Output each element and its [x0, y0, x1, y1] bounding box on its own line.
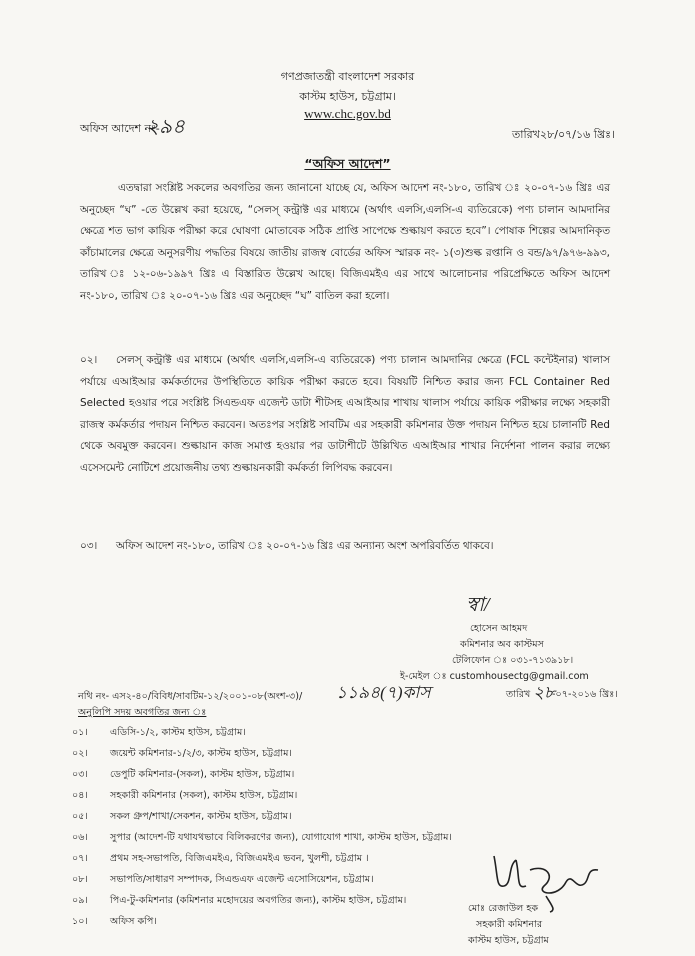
file-number: নথি নং- এস২-৪০/বিবিধ/সাবটিম-১২/২০০১-০৮(অংশ-৩)/	[78, 691, 303, 702]
paragraph-3	[80, 539, 494, 556]
paragraph-3-number: ০৩।	[80, 540, 98, 552]
file-date-rest: -০৭-২০১৬ খ্রিঃ।	[552, 689, 618, 700]
assistant-commissioner-name: মোঃ রেজাউল হক	[468, 903, 539, 914]
commissioner-name: হোসেন আহমদ	[470, 623, 528, 634]
list-item: ০৬। সুপার (আদেশ-টি যথাযথভাবে বিলিকরণের জন্য), যোগাযোগ শাখা, কাস্টম হাউস, চট্টগ্রাম।	[72, 832, 452, 843]
paragraph-2-number: ০২।	[80, 354, 98, 366]
order-number: ২৯৪	[146, 116, 185, 138]
copy-heading: অনুলিপি সদয় অবগতির জন্য ঃ	[78, 707, 207, 718]
list-item: ১০। অফিস কপি।	[72, 916, 157, 927]
list-item: ০৯। পিএ-টু-কমিশনার (কমিশনার মহোদয়ের অবগতির জন্য), কাস্টম হাউস, চট্টগ্রাম।	[72, 895, 407, 906]
website-link[interactable]: www.chc.gov.bd	[304, 106, 391, 121]
list-item: ০৪। সহকারী কমিশনার (সকল), কাস্টম হাউস, চট্টগ্রাম।	[72, 790, 298, 801]
file-date-label: তারিখ	[506, 689, 531, 700]
commissioner-designation: কমিশনার অব কাস্টমস	[460, 639, 544, 650]
office-name: কাস্টম হাউস, চট্টগ্রাম।	[299, 90, 396, 103]
commissioner-signature: স্বা/	[466, 594, 490, 616]
document-title: “অফিস আদেশ”	[304, 156, 391, 171]
paragraph-2	[80, 350, 610, 480]
government-name: গণপ্রজাতন্ত্রী বাংলাদেশ সরকার	[280, 70, 415, 83]
memo-number: ১১৯৪(৭)কাস	[336, 683, 431, 702]
file-date-day: ২৮	[533, 683, 556, 702]
paragraph-2-text: সেলস্‌ কন্ট্রাক্ট এর মাধ্যমে (অর্থাৎ এলসি,এলসি-এ ব্যতিরেকে) পণ্য চালান আমদানির ক্ষেত্রে (FCL কন্টেইনার) খালাস পর্যায়ে এআইআর কর্মকর্তাদের উপস্থিতিতে কায়িক পরীক্ষা করতে হবে। বিষয়টি নিশ্চিত করার জন্য FCL Container Red Selected হওয়ার পরে সংশ্লিষ্ট সিএন্ডএফ এজেন্ট ডাটা শীটসহ এআইআর শাখায় খালাস পর্যায়ে কায়িক পরীক্ষার লক্ষ্যে সহকারী রাজস্ব কর্মকর্তার পদায়ন নিশ্চিত করবেন। অতঃপর সংশ্লিষ্ট সাবটিম এর সহকারী কমিশনার উক্ত পদায়ন নিশ্চিত হয়ে চালানটি Red থেকে অবমুক্ত করবেন। শুল্কায়ান কাজ সমাপ্ত হওয়ার পর ডাটাশীটে উল্লিখিত এআইআর শাখার নির্দেশনা পালন করার লক্ষ্যে এসেসমেন্ট নোটিশে প্রয়োজনীয় তথ্য শুল্কায়নকারী কর্মকর্তা লিপিবদ্ধ করবেন।	[80, 354, 610, 474]
list-item: ০৫। সকল গ্রুপ/শাখা/সেকশন, কাস্টম হাউস, চট্টগ্রাম।	[72, 811, 292, 822]
list-item: ০২। জয়েন্ট কমিশনার-১/২/৩, কাস্টম হাউস, চট্টগ্রাম।	[72, 748, 292, 759]
paragraph-1: এতদ্বারা সংশ্লিষ্ট সকলের অবগতির জন্য জানানো যাচ্ছে যে, অফিস আদেশ নং-১৮০, তারিখ ঃ ২০-০৭-১৬ খ্রিঃ এর অনুচ্ছেদ “ঘ” -তে উল্লেখ করা হয়েছে, “সেলস্‌ কন্ট্রাক্ট এর মাধ্যমে (অর্থাৎ এলসি,এলসি-এ ব্যতিরেকে) পণ্য চালান আমদানির ক্ষেত্রে শত ভাগ কায়িক পরীক্ষা করে ঘোষণা মোতাবেক সঠিক প্রাপ্তি সাপেক্ষে শুল্কায়ণ করতে হবে”। পোষাক শিল্পের আমদানিকৃত কাঁচামালের ক্ষেত্রে অনুসরণীয় পদ্ধতির বিষয়ে জাতীয় রাজস্ব বোর্ডের অফিস স্মারক নং- ১(৩)শুল্ক রপ্তানি ও বন্ড/৯৭/৯৭৬-৯৯৩, তারিখ ঃ ১২-০৬-১৯৯৭ খ্রিঃ এ বিস্তারিত উল্লেখ আছে। বিজিএমইএ এর সাথে আলোচনার পরিপ্রেক্ষিতে অফিস আদেশ নং-১৮০, তারিখ ঃ ২০-০৭-১৬ খ্রিঃ এর অনুচ্ছেদ “ঘ” বাতিল করা হলো।	[80, 182, 610, 302]
order-number-label: অফিস আদেশ নং-	[80, 122, 160, 135]
commissioner-email[interactable]: ই-মেইল ঃ customhousectg@gmail.com	[400, 671, 589, 682]
list-item: ০৩। ডেপুটি কমিশনার-(সকল), কাস্টম হাউস, চট্টগ্রাম।	[72, 769, 295, 780]
commissioner-phone: টেলিফোন ঃ ০৩১-৭১৩৯১৮।	[452, 655, 574, 666]
list-item: ০৮। সভাপতি/সাধারণ সম্পাদক, সিএন্ডএফ এজেন্ট এসোসিয়েশন, চট্টগ্রাম।	[72, 874, 374, 885]
paragraph-3-text: অফিস আদেশ নং-১৮০, তারিখ ঃ ২০-০৭-১৬ খ্রিঃ এর অন্যান্য অংশ অপরিবর্তিত থাকবে।	[116, 540, 494, 552]
order-date-label: তারিখ	[512, 128, 540, 141]
assistant-commissioner-designation: সহকারী কমিশনার	[476, 919, 543, 930]
order-date: ২৮/০৭/১৬ খ্রিঃ।	[540, 128, 615, 141]
list-item: ০৭। প্রথম সহ-সভাপতি, বিজিএমইএ, বিজিএমইএ ভবন, খুলশী, চট্টগ্রাম ।	[72, 853, 369, 864]
assistant-commissioner-office: কাস্টম হাউস, চট্টগ্রাম	[468, 935, 549, 946]
list-item: ০১। এডিসি-১/২, কাস্টম হাউস, চট্টগ্রাম।	[72, 727, 246, 738]
